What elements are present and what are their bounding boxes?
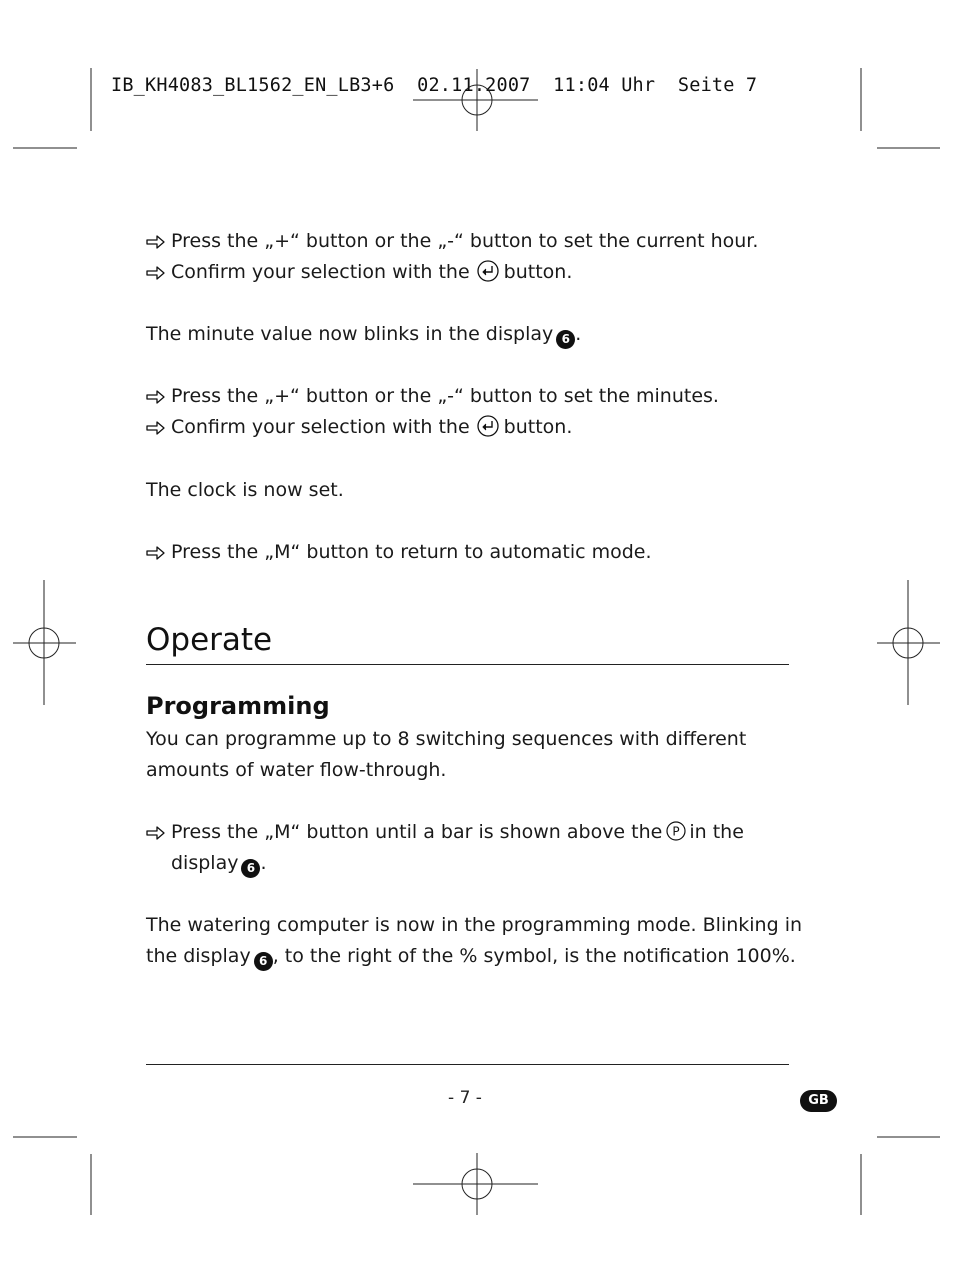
- step-text-tail: .: [260, 852, 267, 874]
- step-set-hour: [146, 229, 758, 254]
- step-programming-mode: [146, 820, 744, 847]
- step-text: Press the „+“ button or the „-“ button to set the minutes.: [171, 385, 719, 407]
- step-text: Confirm your selection with the: [171, 416, 470, 438]
- step-text: display: [171, 852, 239, 874]
- p-symbol-letter: P: [672, 824, 680, 839]
- step-confirm-minutes: [146, 415, 572, 443]
- programming-mode-paragraph-line-1: The watering computer is now in the programming mode. Blinking in: [146, 914, 803, 936]
- print-slug: IB_KH4083_BL1562_EN_LB3+6 02.11.2007 11:04 Uhr Seite 7: [111, 75, 758, 96]
- clock-set-paragraph: The clock is now set.: [146, 479, 344, 501]
- step-text-tail: in the: [689, 821, 744, 843]
- section-title: Operate: [146, 622, 273, 658]
- step-text: Confirm your selection with the: [171, 261, 470, 283]
- display-reference-badge: 6: [556, 330, 575, 349]
- programming-mode-paragraph-line-2: [146, 944, 796, 971]
- step-text-tail: button.: [503, 261, 573, 283]
- paragraph-text-tail: .: [575, 323, 582, 345]
- minute-blinks-paragraph: [146, 322, 581, 349]
- paragraph-text: The minute value now blinks in the display: [146, 323, 554, 345]
- step-text: Press the „M“ button until a bar is shown above the: [171, 821, 663, 843]
- arrow-right-icon: [146, 821, 171, 845]
- enter-button-icon: [476, 415, 500, 443]
- step-text: Press the „M“ button to return to automatic mode.: [171, 541, 652, 563]
- programming-intro-line-2: amounts of water flow-through.: [146, 759, 447, 781]
- section-divider: [146, 664, 789, 665]
- language-badge: GB: [800, 1090, 837, 1112]
- step-set-minutes: [146, 384, 719, 409]
- step-confirm-hour: [146, 260, 572, 288]
- paragraph-text-tail: , to the right of the % symbol, is the notification 100%.: [272, 945, 796, 967]
- arrow-right-icon: [146, 261, 171, 285]
- p-symbol-icon: [666, 821, 686, 847]
- subsection-title: Programming: [146, 692, 330, 720]
- arrow-right-icon: [146, 385, 171, 409]
- step-text-tail: button.: [503, 416, 573, 438]
- step-return-automatic: [146, 540, 652, 565]
- arrow-right-icon: [146, 230, 171, 254]
- enter-button-icon: [476, 260, 500, 288]
- display-reference-badge: 6: [241, 859, 260, 878]
- page-number: - 7 -: [448, 1088, 482, 1108]
- display-reference-badge: 6: [254, 952, 273, 971]
- arrow-right-icon: [146, 541, 171, 565]
- step-programming-mode-cont: [171, 851, 267, 878]
- step-text: Press the „+“ button or the „-“ button to set the current hour.: [171, 230, 759, 252]
- footer-divider: [146, 1064, 789, 1065]
- arrow-right-icon: [146, 416, 171, 440]
- programming-intro-line-1: You can programme up to 8 switching sequences with different: [146, 728, 747, 750]
- paragraph-text: the display: [146, 945, 251, 967]
